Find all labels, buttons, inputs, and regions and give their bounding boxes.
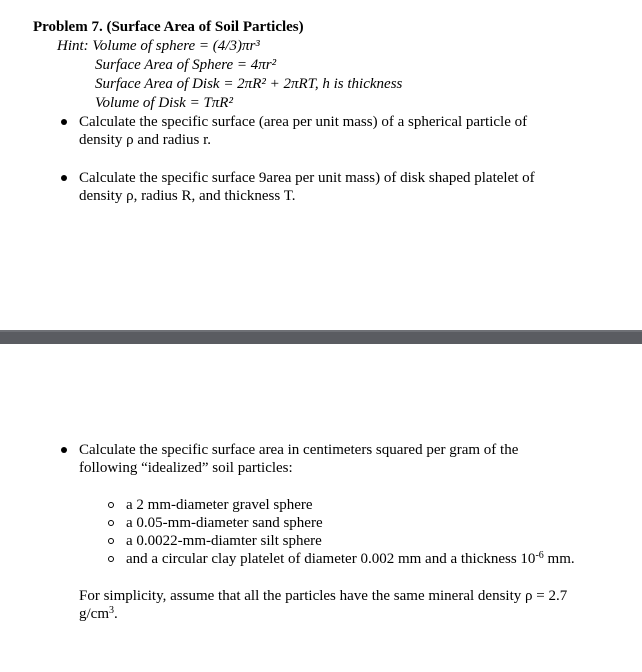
note-line-1: For simplicity, assume that all the particles have the same mineral density ρ = 2.7 bbox=[79, 588, 568, 604]
sub-bullet-marker bbox=[108, 538, 114, 544]
problem-title: Problem 7. (Surface Area of Soil Particles) bbox=[33, 19, 304, 35]
sub-bullet-marker bbox=[108, 502, 114, 508]
bullet-1-line-2: density ρ and radius r. bbox=[79, 132, 212, 148]
sub-bullet-marker bbox=[108, 556, 114, 562]
sub-item-gravel: a 2 mm-diameter gravel sphere bbox=[126, 497, 313, 513]
bullet-1-line-1: Calculate the specific surface (area per unit mass) of a spherical particle of bbox=[79, 114, 528, 130]
hint-volume-sphere: Hint: Volume of sphere = (4/3)πr³ bbox=[57, 38, 260, 54]
bullet-marker bbox=[61, 119, 67, 125]
bullet-marker bbox=[61, 175, 67, 181]
bullet-2-line-1: Calculate the specific surface 9area per unit mass) of disk shaped platelet of bbox=[79, 170, 535, 186]
hint-volume-disk: Volume of Disk = TπR² bbox=[95, 95, 233, 111]
note-unit-text: g/cm bbox=[79, 606, 109, 622]
note-unit-exponent: 3 bbox=[109, 605, 114, 616]
sub-item-clay-unit: mm. bbox=[543, 551, 575, 567]
bullet-marker bbox=[61, 447, 67, 453]
bullet-3-line-1: Calculate the specific surface area in centimeters squared per gram of the bbox=[79, 442, 519, 458]
sub-item-sand: a 0.05-mm-diameter sand sphere bbox=[126, 515, 323, 531]
note-period: . bbox=[114, 606, 118, 622]
sub-item-clay-exponent: -6 bbox=[535, 550, 544, 561]
sub-item-clay bbox=[126, 550, 575, 568]
note-line-2 bbox=[79, 605, 118, 623]
bullet-3-line-2: following “idealized” soil particles: bbox=[79, 460, 293, 476]
hint-surface-disk: Surface Area of Disk = 2πR² + 2πRT, h is thickness bbox=[95, 76, 403, 92]
hint-surface-sphere: Surface Area of Sphere = 4πr² bbox=[95, 57, 277, 73]
sub-item-clay-text: and a circular clay platelet of diameter 0.002 mm and a thickness 10 bbox=[126, 551, 536, 567]
page-divider bbox=[0, 330, 642, 344]
sub-item-silt: a 0.0022-mm-diamter silt sphere bbox=[126, 533, 322, 549]
sub-bullet-marker bbox=[108, 520, 114, 526]
bullet-2-line-2: density ρ, radius R, and thickness T. bbox=[79, 188, 296, 204]
